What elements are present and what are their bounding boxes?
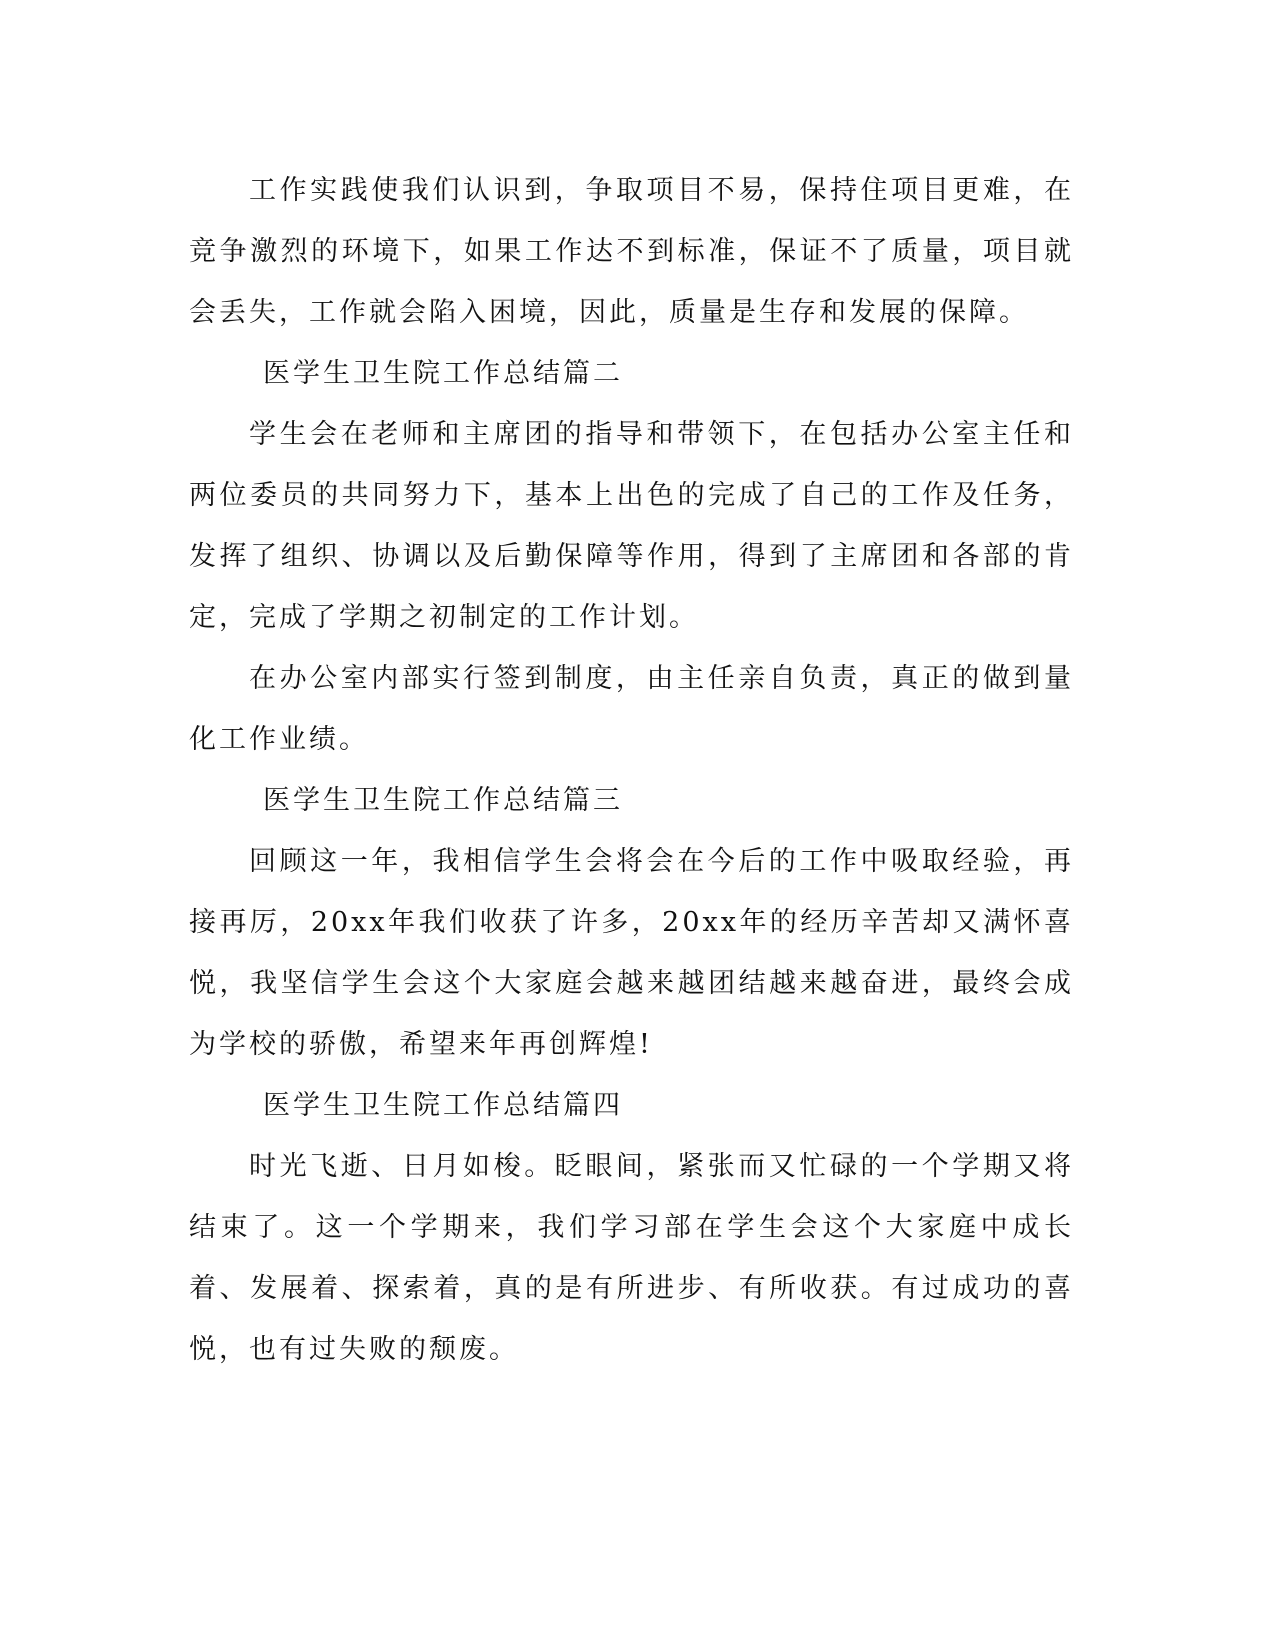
section-heading-part-three: 医学生卫生院工作总结篇三 xyxy=(263,785,623,816)
paragraph-office-sign-in: 在办公室内部实行签到制度，由主任亲自负责，真正的做到量化工作业绩。 xyxy=(189,663,1074,755)
paragraph-semester: 时光飞逝、日月如梭。眨眼间，紧张而又忙碌的一个学期又将结束了。这一个学期来，我们学习部在学生会这个大家庭中成长着、发展着、探索着，真的是有所进步、有所收获。有过成功的喜悦，也有过失败的颓废。 xyxy=(189,1151,1074,1365)
document-body xyxy=(189,160,1074,1380)
paragraph-student-union: 学生会在老师和主席团的指导和带领下，在包括办公室主任和两位委员的共同努力下，基本上出色的完成了自己的工作及任务，发挥了组织、协调以及后勤保障等作用，得到了主席团和各部的肯定，完成了学期之初制定的工作计划。 xyxy=(189,419,1074,633)
paragraph-quality: 工作实践使我们认识到，争取项目不易，保持住项目更难，在竞争激烈的环境下，如果工作达不到标准，保证不了质量，项目就会丢失，工作就会陷入困境，因此，质量是生存和发展的保障。 xyxy=(189,175,1074,328)
section-heading-part-two: 医学生卫生院工作总结篇二 xyxy=(263,358,623,389)
section-heading-part-four: 医学生卫生院工作总结篇四 xyxy=(263,1090,623,1121)
paragraph-year-review: 回顾这一年，我相信学生会将会在今后的工作中吸取经验，再接再厉，20xx年我们收获了许多，20xx年的经历辛苦却又满怀喜悦，我坚信学生会这个大家庭会越来越团结越来越奋进，最终会成为学校的骄傲，希望来年再创辉煌! xyxy=(189,846,1074,1060)
